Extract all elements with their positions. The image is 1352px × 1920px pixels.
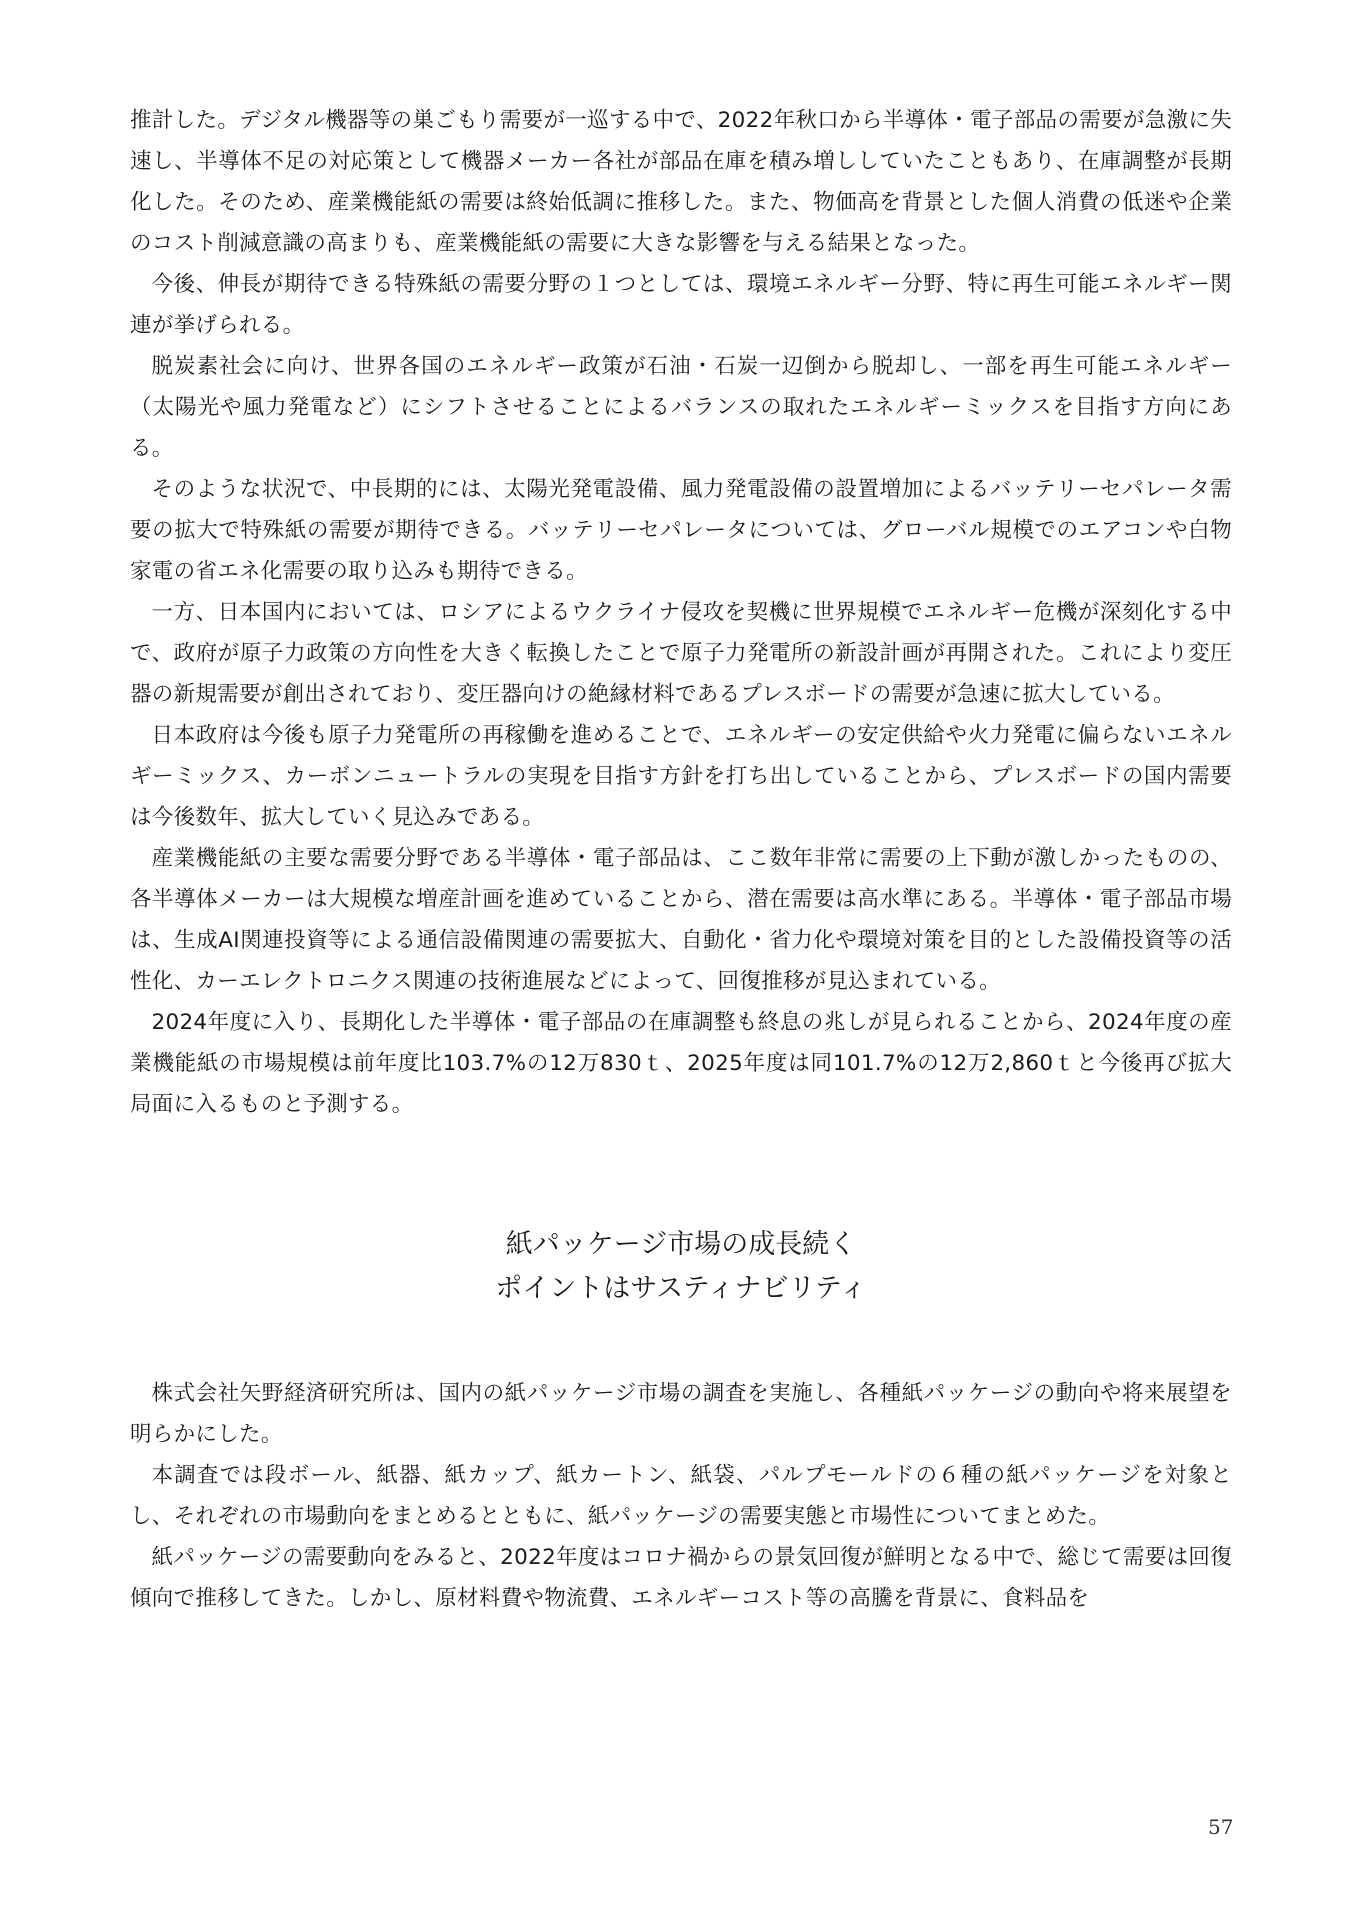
section-heading xyxy=(130,1223,1232,1311)
paragraph: 紙パッケージの需要動向をみると、2022年度はコロナ禍からの景気回復が鮮明となる中で、総じて需要は回復傾向で推移してきた。しかし、原材料費や物流費、エネルギーコスト等の高騰を背景に、食料品を xyxy=(130,1545,1232,1611)
paragraph: 今後、伸長が期待できる特殊紙の需要分野の１つとしては、環境エネルギー分野、特に再生可能エネルギー関連が挙げられる。 xyxy=(130,272,1232,338)
article-body xyxy=(130,100,1232,1619)
paragraph: 産業機能紙の主要な需要分野である半導体・電子部品は、ここ数年非常に需要の上下動が激しかったものの、各半導体メーカーは大規模な増産計画を進めていることから、潜在需要は高水準にある。半導体・電子部品市場は、生成AI関連投資等による通信設備関連の需要拡大、自動化・省力化や環境対策を目的とした設備投資等の活性化、カーエレクトロニクス関連の技術進展などによって、回復推移が見込まれている。 xyxy=(130,846,1232,994)
paragraph: 一方、日本国内においては、ロシアによるウクライナ侵攻を契機に世界規模でエネルギー危機が深刻化する中で、政府が原子力政策の方向性を大きく転換したことで原子力発電所の新設計画が再開された。これにより変圧器の新規需要が創出されており、変圧器向けの絶縁材料であるプレスボードの需要が急速に拡大している。 xyxy=(130,600,1232,707)
paragraph: 脱炭素社会に向け、世界各国のエネルギー政策が石油・石炭一辺倒から脱却し、一部を再生可能エネルギー（太陽光や風力発電など）にシフトさせることによるバランスの取れたエネルギーミックスを目指す方向にある。 xyxy=(130,354,1232,461)
paragraph: 日本政府は今後も原子力発電所の再稼働を進めることで、エネルギーの安定供給や火力発電に偏らないエネルギーミックス、カーボンニュートラルの実現を目指す方針を打ち出していることから、プレスボードの国内需要は今後数年、拡大していく見込みである。 xyxy=(130,723,1232,830)
page-number: 57 xyxy=(1208,1815,1234,1839)
paragraph: 本調査では段ボール、紙器、紙カップ、紙カートン、紙袋、パルプモールドの６種の紙パッケージを対象とし、それぞれの市場動向をまとめるとともに、紙パッケージの需要実態と市場性についてまとめた。 xyxy=(130,1463,1232,1529)
article-section-paper-demand xyxy=(130,100,1232,1125)
paragraph: 2024年度に入り、長期化した半導体・電子部品の在庫調整も終息の兆しが見られることから、2024年度の産業機能紙の市場規模は前年度比103.7%の12万830ｔ、2025年度は同101.7%の12万2,860ｔと今後再び拡大局面に入るものと予測する。 xyxy=(130,1010,1232,1117)
paragraph: 株式会社矢野経済研究所は、国内の紙パッケージ市場の調査を実施し、各種紙パッケージの動向や将来展望を明らかにした。 xyxy=(130,1381,1232,1447)
section-heading-line-1: 紙パッケージ市場の成長続く xyxy=(505,1229,857,1260)
paragraph: そのような状況で、中長期的には、太陽光発電設備、風力発電設備の設置増加によるバッテリーセパレータ需要の拡大で特殊紙の需要が期待できる。バッテリーセパレータについては、グローバル規模でのエアコンや白物家電の省エネ化需要の取り込みも期待できる。 xyxy=(130,477,1232,584)
section-heading-line-2: ポイントはサスティナビリティ xyxy=(495,1273,867,1304)
paragraph: 推計した。デジタル機器等の巣ごもり需要が一巡する中で、2022年秋口から半導体・電子部品の需要が急激に失速し、半導体不足の対応策として機器メーカー各社が部品在庫を積み増ししていたこともあり、在庫調整が長期化した。そのため、産業機能紙の需要は終始低調に推移した。また、物価高を背景とした個人消費の低迷や企業のコスト削減意識の高まりも、産業機能紙の需要に大きな影響を与える結果となった。 xyxy=(130,108,1232,256)
article-section-paper-package xyxy=(130,1373,1232,1619)
